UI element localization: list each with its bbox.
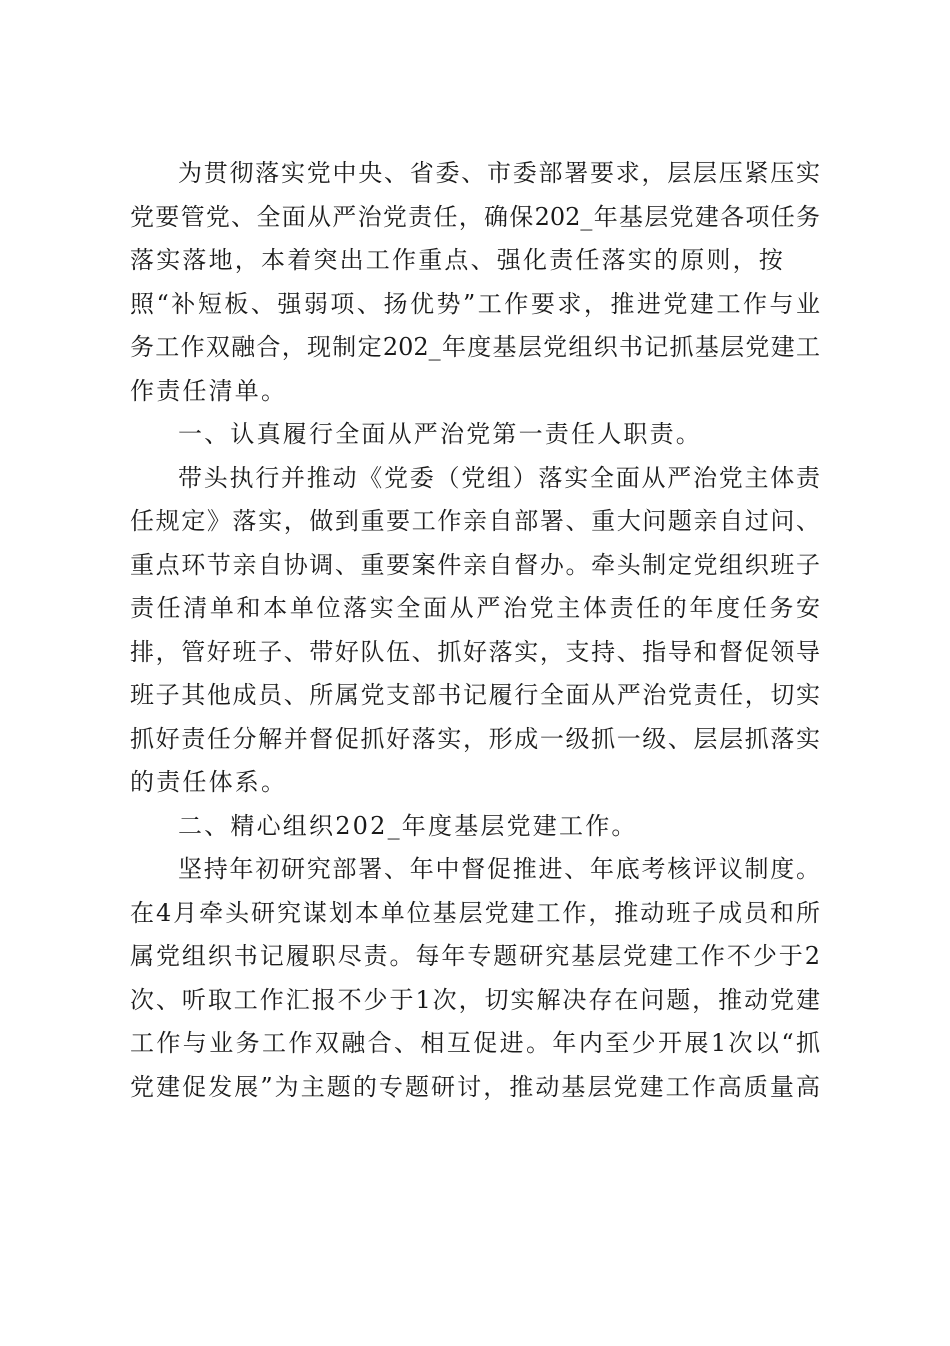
text-line: 在4月牵头研究谋划本单位基层党建工作，推动班子成员和所 <box>130 898 820 927</box>
text-line: 党建促发展”为主题的专题研讨，推动基层党建工作高质量高 <box>130 1072 820 1101</box>
text-line: 务工作双融合，现制定202_年度基层党组织书记抓基层党建工 <box>130 333 820 361</box>
text-line: 党要管党、全面从严治党责任，确保202_年基层党建各项任务 <box>130 202 820 231</box>
text-line: 坚持年初研究部署、年中督促推进、年底考核评议制度。 <box>178 855 820 883</box>
text-line: 次、听取工作汇报不少于1次，切实解决存在问题，推动党建 <box>130 985 820 1014</box>
section-heading-1 <box>130 413 820 457</box>
text-line: 的责任体系。 <box>130 768 288 796</box>
text-line: 重点环节亲自协调、重要案件亲自督办。牵头制定党组织班子 <box>130 550 820 579</box>
text-line: 照“补短板、强弱项、扬优势”工作要求，推进党建工作与业 <box>130 289 820 318</box>
text-line: 带头执行并推动《党委（党组）落实全面从严治党主体责 <box>178 463 820 492</box>
paragraph-section-2 <box>130 848 820 1109</box>
text-line: 为贯彻落实党中央、省委、市委部署要求，层层压紧压实 <box>178 159 820 187</box>
document-body <box>130 152 820 1109</box>
text-line: 排，管好班子、带好队伍、抓好落实，支持、指导和督促领导 <box>130 637 820 666</box>
text-line: 属党组织书记履职尽责。每年专题研究基层党建工作不少于2 <box>130 942 820 970</box>
text-line: 班子其他成员、所属党支部书记履行全面从严治党责任，切实 <box>130 681 820 709</box>
text-line: 抓好责任分解并督促抓好落实，形成一级抓一级、层层抓落实 <box>130 724 820 753</box>
text-line: 落实落地，本着突出工作重点、强化责任落实的原则，按 <box>130 246 785 274</box>
paragraph-intro <box>130 152 820 413</box>
heading-line: 一、认真履行全面从严治党第一责任人职责。 <box>178 420 702 448</box>
text-line: 任规定》落实，做到重要工作亲自部署、重大问题亲自过问、 <box>130 507 820 535</box>
text-line: 作责任清单。 <box>130 376 288 405</box>
heading-line: 二、精心组织202_年度基层党建工作。 <box>178 811 638 840</box>
section-heading-2 <box>130 805 820 849</box>
text-line: 工作与业务工作双融合、相互促进。年内至少开展1次以“抓 <box>130 1029 820 1057</box>
paragraph-section-1 <box>130 457 820 805</box>
text-line: 责任清单和本单位落实全面从严治党主体责任的年度任务安 <box>130 594 820 622</box>
